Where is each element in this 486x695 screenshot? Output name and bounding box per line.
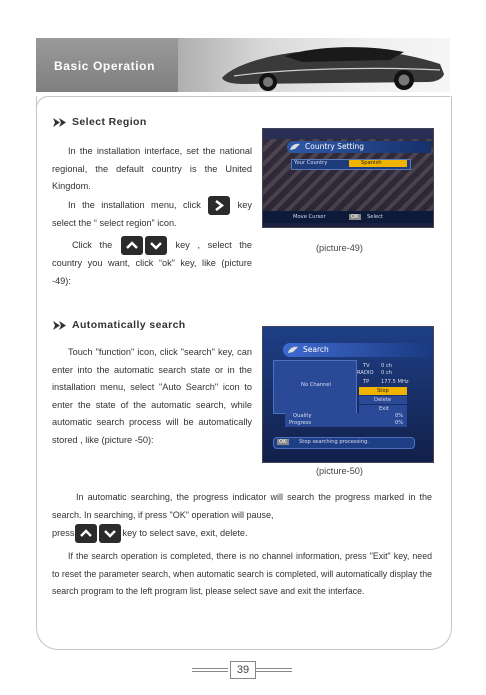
radio-label: RADIO — [357, 370, 374, 376]
paragraph — [52, 489, 432, 524]
stop-button[interactable]: Stop — [377, 388, 389, 394]
no-channel-label: No Channel — [301, 382, 332, 388]
paragraph-text: key , select the country you want, click “ok” key, like (picture -49): — [52, 239, 253, 286]
page-number-footer — [192, 661, 292, 679]
osd-row-value: Spanish — [361, 160, 382, 166]
osd-ok-badge: OK — [351, 214, 359, 220]
progress-label: Progress — [289, 420, 312, 426]
osd-row-label: Your Country — [294, 160, 328, 166]
quality-value: 0% — [395, 413, 404, 419]
car-image — [214, 38, 450, 92]
picture-caption: (picture-50) — [316, 466, 363, 476]
satellite-dish-icon — [287, 345, 299, 355]
header-banner — [36, 38, 450, 92]
osd-footer-text: Stop searching processing. — [299, 439, 369, 445]
down-key-icon — [145, 236, 167, 255]
country-setting-screenshot — [262, 128, 434, 228]
osd-title: Search — [303, 345, 329, 354]
radio-value: 0 ch — [381, 370, 393, 376]
tp-value: 177.5 MHz — [381, 379, 409, 385]
up-key-icon — [121, 236, 143, 255]
paragraph-text: In automatic searching, the progress indicator will search the progress marked in the search. In searching, if press "OK" operation will pause, — [52, 492, 432, 520]
section-heading-select-region — [52, 116, 147, 128]
paragraph-text: key to select save, exit, delete. — [122, 527, 248, 538]
osd-footer-left: Move Cursor — [293, 214, 326, 220]
paragraph — [52, 524, 432, 543]
picture-caption: (picture-49) — [316, 243, 363, 253]
paragraph-text: key select the “ select region” icon. — [52, 199, 252, 228]
progress-value: 0% — [395, 420, 404, 426]
paragraph: In the installation interface, set the national regional, the default country is the United Kingdom. — [52, 146, 252, 191]
double-arrow-icon — [52, 321, 66, 330]
osd-footer-right: Select — [367, 214, 384, 220]
satellite-dish-icon — [289, 142, 301, 152]
tv-value: 0 ch — [381, 363, 393, 369]
right-key-icon — [208, 196, 230, 215]
tv-label: TV — [363, 363, 370, 369]
exit-button[interactable]: Exit — [379, 406, 389, 412]
double-arrow-icon — [52, 118, 66, 127]
search-screenshot — [262, 326, 434, 463]
paragraph — [52, 196, 252, 233]
page-number: 39 — [230, 661, 256, 679]
delete-button[interactable]: Delete — [374, 397, 392, 403]
page-title: Basic Operation — [54, 59, 156, 73]
header-title-box — [36, 38, 178, 92]
paragraph-text: Click the — [72, 239, 113, 250]
osd-ok-badge: OK — [279, 439, 287, 445]
section-heading-automatic-search — [52, 319, 186, 331]
paragraph: Touch "function" icon, click "search" key, can enter into the automatic search state or in the installation menu, select "Auto Search" icon to enter the state of the automatic search, while automatic search process will be automatically stored , like (picture -50): — [52, 347, 252, 445]
up-key-icon — [75, 524, 97, 543]
quality-label: Quality — [293, 413, 312, 419]
down-key-icon — [99, 524, 121, 543]
paragraph-text: In the installation menu, click — [68, 199, 201, 210]
osd-title: Country Setting — [305, 142, 365, 151]
paragraph — [52, 236, 252, 290]
paragraph-text: press — [52, 527, 75, 538]
paragraph: If the search operation is completed, there is no channel information, press "Exit" key, need to reset the parameter search, when automatic search is completed, will automatically display the search program to the left program list, please select save and exit the interface. — [52, 551, 432, 596]
section-title: Select Region — [72, 116, 147, 128]
section-title: Automatically search — [72, 319, 186, 331]
tp-label: TP — [363, 379, 370, 385]
